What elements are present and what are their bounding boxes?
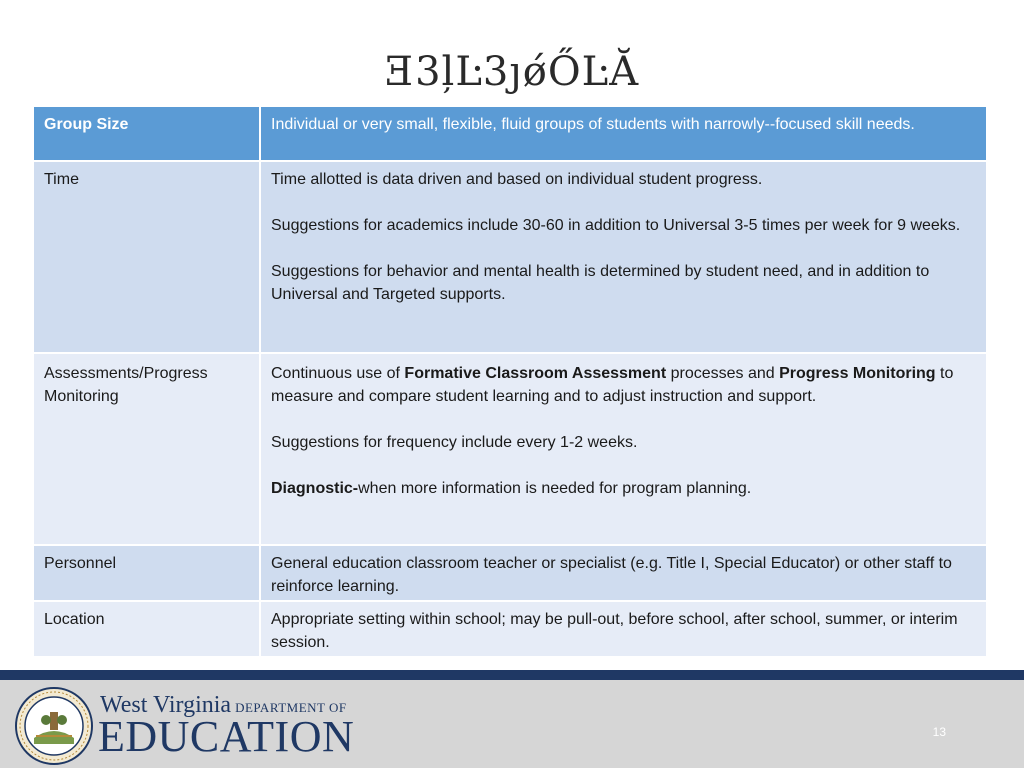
table-row: [34, 546, 988, 602]
assessments-text-c: processes and: [666, 365, 780, 382]
diagnostic-term: Diagnostic-: [271, 480, 359, 497]
group-size-label: Group Size: [34, 107, 261, 162]
assessments-label: Assessments/Progress Monitoring: [34, 354, 261, 546]
time-label: Time: [34, 162, 261, 354]
table-row: [34, 602, 988, 658]
assessments-paragraph-1: [271, 362, 976, 408]
table-row: [34, 354, 988, 546]
wvde-logo-education: EDUCATION: [98, 712, 355, 761]
formative-assessment-term: Formative Classroom Assessment: [404, 365, 667, 382]
location-value: Appropriate setting within school; may be pull-out, before school, after school, summer, or interim session.: [261, 602, 988, 658]
time-paragraph-1: Time allotted is data driven and based on individual student progress.: [271, 171, 763, 188]
location-label: Location: [34, 602, 261, 658]
slide-title: Ǝ3ļĿ3ȷǿŐĿĂ: [384, 49, 640, 95]
personnel-value: General education classroom teacher or specialist (e.g. Title I, Special Educator) or other staff to reinforce learning.: [261, 546, 988, 602]
tier-description-table: [34, 107, 988, 658]
wv-state-seal-icon: [14, 686, 94, 766]
diagnostic-text: when more information is needed for program planning.: [358, 480, 752, 497]
page-number: 13: [932, 725, 946, 739]
time-paragraph-2: Suggestions for academics include 30-60 in addition to Universal 3-5 times per week for 9 weeks.: [271, 217, 961, 234]
footer-bar: [0, 680, 1024, 768]
time-value: [261, 162, 988, 354]
footer-divider: [0, 670, 1024, 680]
assessments-paragraph-2: Suggestions for frequency include every 1-2 weeks.: [271, 434, 638, 451]
table-header-row: [34, 107, 988, 162]
progress-monitoring-term: Progress Monitoring: [779, 365, 936, 382]
wvde-state-name: West Virginia: [100, 692, 232, 718]
assessments-text-e: to measure and compare student learning and to adjust instruction and support.: [271, 365, 954, 405]
wvde-department-of: DEPARTMENT OF: [235, 700, 347, 715]
table-row: [34, 162, 988, 354]
personnel-label: Personnel: [34, 546, 261, 602]
assessments-paragraph-3: [271, 477, 976, 500]
time-paragraph-3: Suggestions for behavior and mental health is determined by student need, and in addition to Universal and Targeted supports.: [271, 263, 930, 303]
assessments-text-a: Continuous use of: [271, 365, 405, 382]
group-size-value: Individual or very small, flexible, fluid groups of students with narrowly--focused skill needs.: [261, 107, 988, 162]
assessments-value: [261, 354, 988, 546]
